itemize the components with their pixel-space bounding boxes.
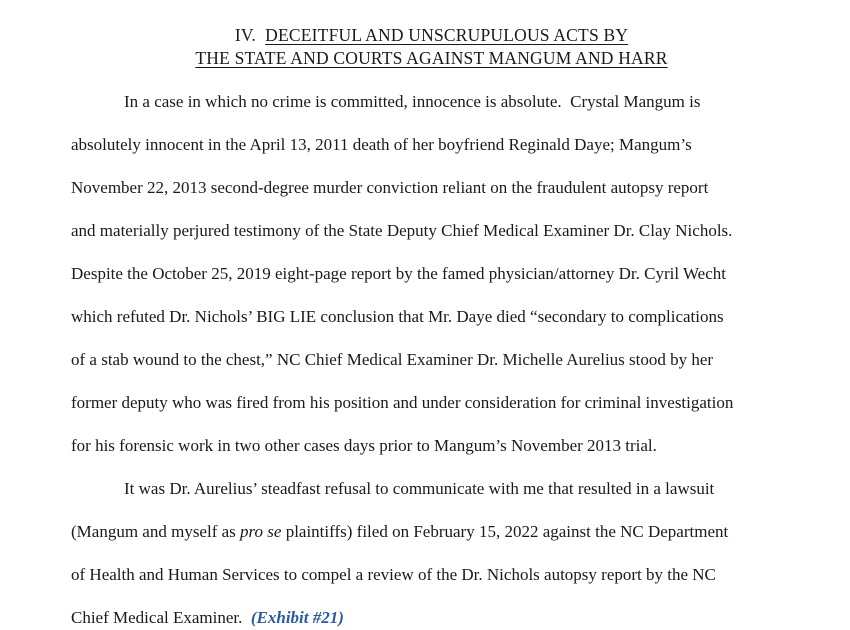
text-segment: Chief Medical Examiner.	[71, 608, 251, 627]
text-line: former deputy who was fired from his position and under consideration for criminal investigation	[71, 393, 734, 412]
text-line: In a case in which no crime is committed, innocence is absolute. Crystal Mangum is	[124, 92, 701, 111]
exhibit-link[interactable]: (Exhibit #21)	[250, 608, 344, 627]
text-line: of Health and Human Services to compel a review of the Dr. Nichols autopsy report by the NC	[71, 565, 716, 584]
document-body	[71, 80, 792, 630]
text-line: and materially perjured testimony of the State Deputy Chief Medical Examiner Dr. Clay Nichols.	[71, 221, 733, 240]
text-segment: (Mangum and myself as	[71, 522, 241, 541]
text-line: which refuted Dr. Nichols’ BIG LIE conclusion that Mr. Daye died “secondary to complications	[71, 307, 724, 326]
text-line	[71, 510, 792, 553]
paragraph-1	[71, 80, 792, 467]
text-line: of a stab wound to the chest,” NC Chief Medical Examiner Dr. Michelle Aurelius stood by her	[71, 350, 714, 369]
text-line: for his forensic work in two other cases days prior to Mangum’s November 2013 trial.	[71, 436, 657, 455]
text-line	[71, 596, 792, 630]
section-heading	[71, 24, 792, 70]
text-line: November 22, 2013 second-degree murder conviction reliant on the fraudulent autopsy report	[71, 178, 709, 197]
heading-title-part-1: DECEITFUL AND UNSCRUPULOUS ACTS BY	[265, 25, 629, 45]
heading-line-1	[71, 24, 792, 47]
heading-number: IV.	[234, 25, 266, 45]
heading-line-2	[71, 47, 792, 70]
text-line: It was Dr. Aurelius’ steadfast refusal to communicate with me that resulted in a lawsuit	[124, 479, 715, 498]
text-line: Despite the October 25, 2019 eight-page report by the famed physician/attorney Dr. Cyril Wecht	[71, 264, 726, 283]
heading-title-part-2: THE STATE AND COURTS AGAINST MANGUM AND HARR	[195, 48, 668, 68]
text-segment: plaintiffs) filed on February 15, 2022 against the NC Department	[281, 522, 729, 541]
text-line: absolutely innocent in the April 13, 2011 death of her boyfriend Reginald Daye; Mangum’s	[71, 135, 692, 154]
paragraph-2	[71, 467, 792, 630]
latin-term-pro-se: pro se	[240, 522, 282, 541]
